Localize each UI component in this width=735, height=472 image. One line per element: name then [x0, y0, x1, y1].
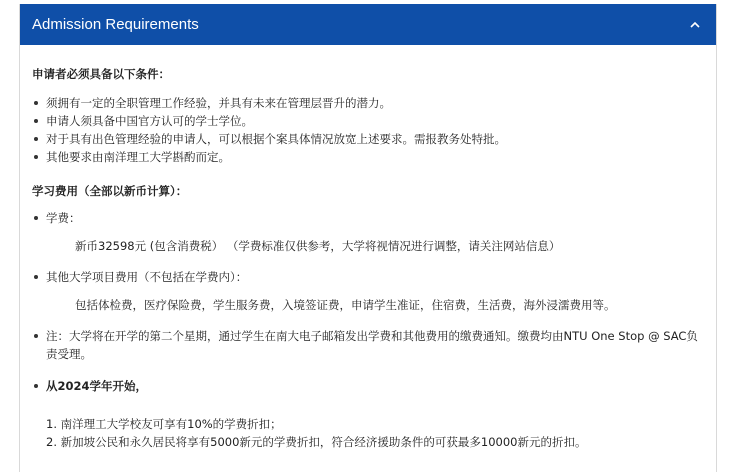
- tuition-label: 学费：: [46, 211, 81, 225]
- accordion-title: Admission Requirements: [32, 16, 199, 33]
- list-item: 其他要求由南洋理工大学斟酌而定。: [32, 148, 704, 166]
- list-item: 对于具有出色管理经验的申请人，可以根据个案具体情况放宽上述要求。需报教务处特批。: [32, 130, 704, 148]
- discount-list: [32, 415, 704, 451]
- payment-note: 注：大学将在开学的第二个星期，通过学生在南大电子邮箱发出学费和其他费用的缴费通知。缴费均由NTU One Stop @ SAC负责受理。: [32, 327, 704, 363]
- requirements-list: [32, 94, 704, 166]
- other-fees-label: 其他大学项目费用（不包括在学费内）：: [46, 270, 248, 284]
- admission-requirements-panel: [19, 4, 717, 472]
- fees-list: [32, 209, 704, 395]
- from-2024-heading: 从2024学年开始，: [32, 377, 704, 395]
- discount-item: 2. 新加坡公民和永久居民将享有5000新元的学费折扣，符合经济援助条件的可获最多10000新元的折扣。: [46, 435, 587, 449]
- other-fees-detail: 包括体检费，医疗保险费，学生服务费，入境签证费，申请学生准证，住宿费，生活费，海外浸濡费用等。: [75, 298, 616, 312]
- fees-heading: 学习费用（全部以新币计算）：: [32, 184, 188, 198]
- requirements-heading: 申请者必须具备以下条件：: [32, 67, 170, 81]
- other-fees-item: [32, 268, 704, 314]
- tuition-item: [32, 209, 704, 255]
- list-item: 申请人须具备中国官方认可的学士学位。: [32, 112, 704, 130]
- tuition-detail: 新币32598元 (包含消费税） （学费标准仅供参考，大学将视情况进行调整，请关注网站信息）: [75, 239, 561, 253]
- chevron-up-icon[interactable]: [688, 18, 702, 32]
- list-item: 须拥有一定的全职管理工作经验，并具有未来在管理层晋升的潜力。: [32, 94, 704, 112]
- accordion-content: [20, 45, 716, 451]
- accordion-header[interactable]: [20, 4, 716, 45]
- discount-item: 1. 南洋理工大学校友可享有10%的学费折扣；: [46, 417, 282, 431]
